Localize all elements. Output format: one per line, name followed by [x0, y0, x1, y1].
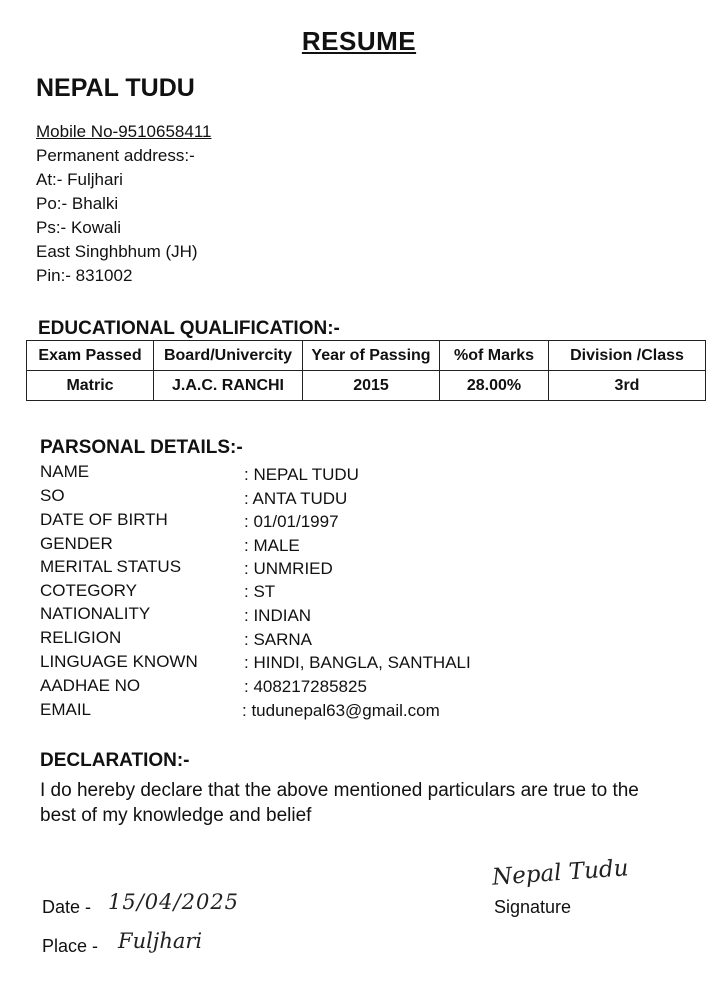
date-label: Date - — [42, 897, 92, 917]
candidate-name: NEPAL TUDU — [36, 74, 195, 102]
table-cell: 2015 — [303, 371, 440, 401]
declaration-text: I do hereby declare that the above mentioned particulars are true to the best of my knowledge and belief — [40, 780, 639, 826]
detail-label: NAME — [40, 462, 90, 481]
detail-value: : ANTA TUDU — [244, 489, 348, 508]
detail-label: DATE OF BIRTH — [40, 510, 168, 529]
address-line: East Singhbhum (JH) — [36, 242, 198, 261]
signature-label: Signature — [494, 897, 572, 917]
place-label: Place - — [42, 936, 99, 956]
resume-title: RESUME — [301, 26, 417, 56]
mobile-number: Mobile No-9510658411 — [36, 122, 212, 141]
detail-value: : ST — [244, 582, 276, 601]
table-header-row — [27, 341, 706, 371]
detail-label: GENDER — [40, 534, 113, 553]
place-handwritten: Fuljhari — [118, 929, 203, 953]
detail-label: SO — [40, 486, 65, 505]
detail-label: EMAIL — [40, 700, 92, 719]
detail-label: RELIGION — [40, 628, 122, 647]
table-cell: Matric — [27, 371, 154, 401]
table-cell: 3rd — [549, 371, 706, 401]
column-header: Exam Passed — [27, 341, 154, 371]
detail-label: COTEGORY — [40, 581, 137, 600]
address-line: Pin:- 831002 — [36, 266, 133, 285]
table-cell: 28.00% — [440, 371, 549, 401]
detail-label: NATIONALITY — [40, 604, 151, 623]
column-header: %of Marks — [440, 341, 549, 371]
permanent-address-label: Permanent address:- — [36, 146, 195, 165]
address-line: Ps:- Kowali — [36, 218, 122, 237]
column-header: Division /Class — [549, 341, 706, 371]
detail-value: : 408217285825 — [244, 677, 367, 696]
detail-value: : HINDI, BANGLA, SANTHALI — [244, 653, 471, 672]
address-line: At:- Fuljhari — [36, 170, 123, 189]
education-table — [26, 340, 706, 401]
education-heading: EDUCATIONAL QUALIFICATION:- — [38, 318, 340, 339]
column-header: Year of Passing — [303, 341, 440, 371]
detail-value: : 01/01/1997 — [244, 512, 339, 531]
detail-value: : SARNA — [244, 630, 313, 649]
table-cell: J.A.C. RANCHI — [154, 371, 303, 401]
detail-label: MERITAL STATUS — [40, 557, 182, 576]
detail-value: : NEPAL TUDU — [244, 465, 359, 484]
detail-label: LINGUAGE KNOWN — [40, 652, 198, 671]
personal-heading: PARSONAL DETAILS:- — [40, 437, 243, 458]
detail-value: : INDIAN — [244, 606, 312, 625]
date-handwritten: 15/04/2025 — [108, 890, 240, 914]
table-row — [27, 371, 706, 401]
column-header: Board/Univercity — [154, 341, 303, 371]
declaration-heading: DECLARATION:- — [40, 750, 190, 771]
signature-handwritten: Nepal Tudu — [491, 855, 630, 891]
detail-value: : MALE — [244, 536, 300, 555]
detail-label: AADHAE NO — [40, 676, 141, 695]
detail-value: : UNMRIED — [244, 559, 333, 578]
address-line: Po:- Bhalki — [36, 194, 119, 213]
detail-value: : tudunepal63@gmail.com — [242, 701, 440, 720]
